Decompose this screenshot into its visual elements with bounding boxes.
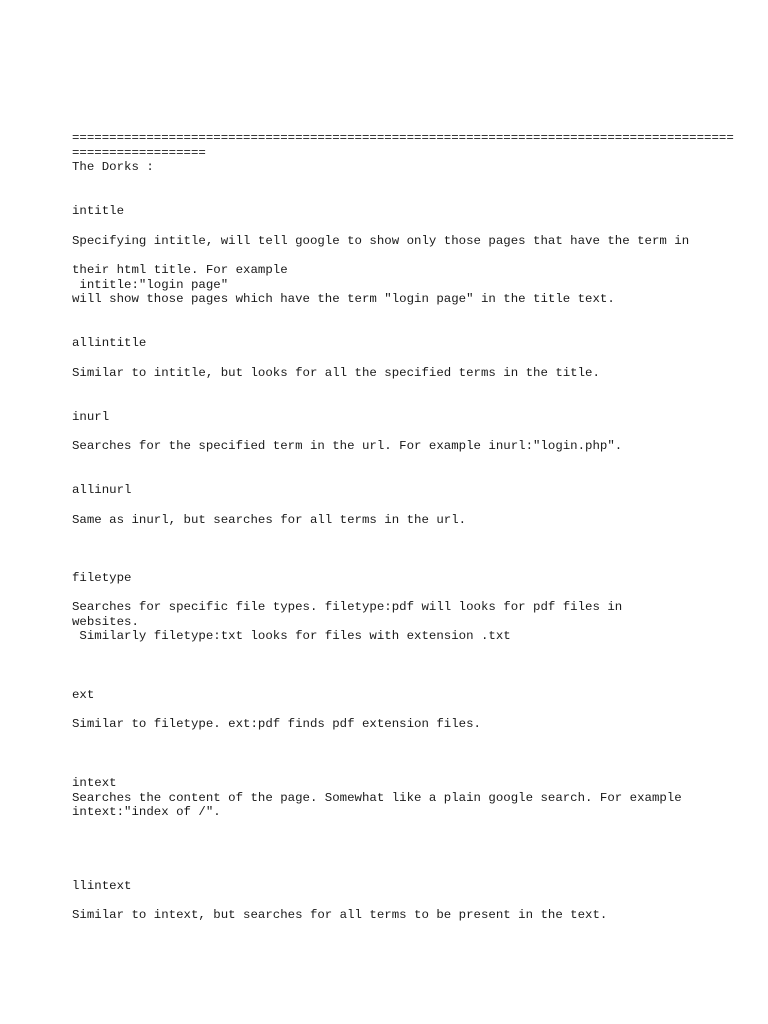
dork-heading-inurl: inurl [72,410,110,424]
separator-line: ========================================================================================= [72,131,734,145]
text-line: Specifying intitle, will tell google to show only those pages that have the term in [72,234,690,248]
text-line: websites. [72,615,139,629]
dork-heading-intitle: intitle [72,204,125,218]
text-line: Similar to intext, but searches for all terms to be present in the text. [72,908,608,922]
dork-heading-llintext: llintext [72,879,132,893]
dork-heading-allintitle: allintitle [72,336,147,350]
separator-line: ================== [72,146,206,160]
text-line: Same as inurl, but searches for all terms in the url. [72,513,467,527]
dork-heading-ext: ext [72,688,95,702]
text-line: intext:"index of /". [72,805,221,819]
text-line: will show those pages which have the term "login page" in the title text. [72,292,615,306]
text-line: Similar to filetype. ext:pdf finds pdf extension files. [72,717,481,731]
section-title: The Dorks : [72,160,154,174]
text-line: Similarly filetype:txt looks for files with extension .txt [72,629,511,643]
dork-heading-filetype: filetype [72,571,132,585]
text-line: intitle:"login page" [72,278,229,292]
text-line: Searches for specific file types. filetype:pdf will looks for pdf files in [72,600,623,614]
text-line: Searches for the specified term in the url. For example inurl:"login.php". [72,439,623,453]
dork-heading-intext: intext [72,776,117,790]
dork-heading-allinurl: allinurl [72,483,132,497]
text-line: their html title. For example [72,263,288,277]
text-line: Searches the content of the page. Somewhat like a plain google search. For example [72,791,682,805]
text-line: Similar to intitle, but looks for all the specified terms in the title. [72,366,600,380]
